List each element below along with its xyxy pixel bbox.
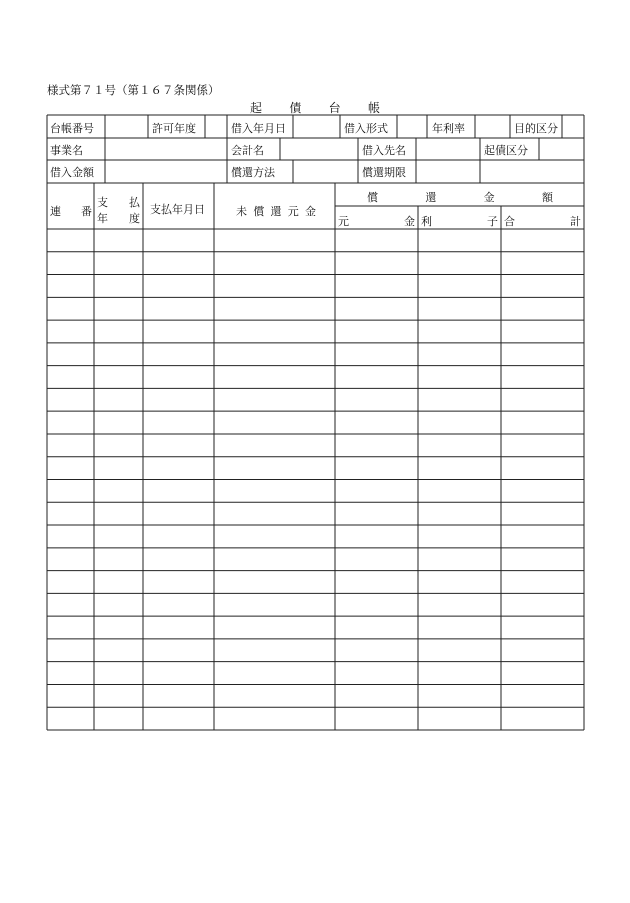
- col-interest: 利 子: [421, 215, 498, 228]
- col-unpaid-principal: 未 償 還 元 金: [236, 205, 316, 218]
- form-header: 様式第７１号（第１６７条関係）: [47, 83, 220, 97]
- title-char: 帳: [367, 101, 380, 115]
- label-amount: 借入金額: [50, 166, 94, 179]
- form-title: [250, 99, 380, 116]
- label-borrow-date: 借入年月日: [231, 122, 286, 135]
- col-repayment-group: 償 還 金 額: [367, 191, 553, 204]
- col-pay-year-top: 支 払: [97, 196, 140, 209]
- label-bond-class: 起債区分: [484, 144, 528, 157]
- label-purpose: 目的区分: [514, 122, 558, 135]
- label-project: 事業名: [50, 144, 83, 157]
- title-char: 台: [328, 101, 341, 115]
- label-permit-year: 許可年度: [152, 122, 196, 135]
- col-pay-date: 支払年月日: [150, 203, 205, 216]
- title-char: 債: [289, 101, 302, 115]
- col-total: 合 計: [504, 215, 581, 228]
- label-borrow-form: 借入形式: [344, 122, 388, 135]
- col-pay-year-bottom: 年 度: [97, 212, 140, 225]
- label-lender: 借入先名: [362, 144, 406, 157]
- title-char: 起: [250, 101, 263, 115]
- col-principal: 元 金: [338, 215, 415, 228]
- label-ledger-no: 台帳番号: [50, 122, 94, 135]
- label-annual-rate: 年利率: [432, 122, 465, 135]
- col-serial: 連 番: [50, 205, 92, 218]
- label-term: 償還期限: [362, 166, 406, 179]
- label-method: 償還方法: [231, 166, 275, 179]
- label-account: 会計名: [231, 144, 264, 157]
